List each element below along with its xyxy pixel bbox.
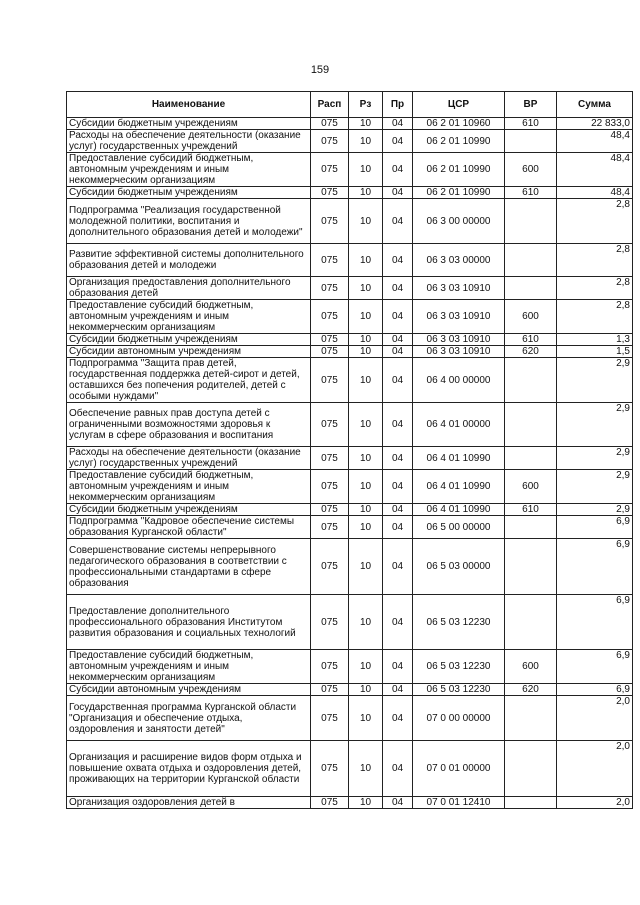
table-row — [67, 277, 633, 300]
header-name: Наименование — [67, 92, 311, 118]
cell-rz: 10 — [349, 244, 383, 277]
cell-vr — [505, 516, 557, 539]
table-row — [67, 118, 633, 130]
header-sum: Сумма — [557, 92, 633, 118]
cell-rasp: 075 — [311, 684, 349, 696]
cell-csr: 06 5 03 12230 — [413, 684, 505, 696]
table-row — [67, 153, 633, 187]
cell-csr: 07 0 00 00000 — [413, 696, 505, 741]
cell-csr: 06 5 03 12230 — [413, 650, 505, 684]
cell-vr: 600 — [505, 650, 557, 684]
table-row — [67, 516, 633, 539]
cell-pr: 04 — [383, 403, 413, 447]
cell-name: Предоставление субсидий бюджетным, автономным учреждениям и иным некоммерческим организациям — [67, 153, 311, 187]
table-row — [67, 539, 633, 595]
cell-vr: 610 — [505, 504, 557, 516]
cell-vr — [505, 696, 557, 741]
cell-csr: 06 2 01 10990 — [413, 153, 505, 187]
cell-csr: 06 3 03 10910 — [413, 300, 505, 334]
cell-rasp: 075 — [311, 358, 349, 403]
cell-rz: 10 — [349, 504, 383, 516]
table-row — [67, 199, 633, 244]
cell-csr: 06 4 01 10990 — [413, 447, 505, 470]
cell-csr: 06 2 01 10960 — [413, 118, 505, 130]
cell-pr: 04 — [383, 447, 413, 470]
cell-name: Предоставление дополнительного профессионального образования Институтом развития образования и социальных технологий — [67, 595, 311, 650]
cell-pr: 04 — [383, 334, 413, 346]
cell-vr — [505, 199, 557, 244]
cell-rasp: 075 — [311, 403, 349, 447]
cell-csr: 06 3 03 00000 — [413, 244, 505, 277]
cell-rz: 10 — [349, 447, 383, 470]
cell-csr: 07 0 01 00000 — [413, 741, 505, 797]
cell-rz: 10 — [349, 300, 383, 334]
table-row — [67, 334, 633, 346]
cell-sum: 2,0 — [557, 797, 633, 809]
cell-pr: 04 — [383, 696, 413, 741]
header-vr: ВР — [505, 92, 557, 118]
cell-name: Обеспечение равных прав доступа детей с ограниченными возможностями здоровья к услугам в сфере образования и воспитания — [67, 403, 311, 447]
cell-sum: 2,9 — [557, 403, 633, 447]
table-row — [67, 300, 633, 334]
table-row — [67, 447, 633, 470]
cell-sum: 2,0 — [557, 696, 633, 741]
cell-pr: 04 — [383, 516, 413, 539]
cell-name: Расходы на обеспечение деятельности (оказание услуг) государственных учреждений — [67, 447, 311, 470]
table-row — [67, 187, 633, 199]
cell-vr — [505, 277, 557, 300]
header-csr: ЦСР — [413, 92, 505, 118]
cell-name: Расходы на обеспечение деятельности (оказание услуг) государственных учреждений — [67, 130, 311, 153]
cell-name: Подпрограмма "Защита прав детей, государственная поддержка детей-сирот и детей, оставшихся без попечения родителей, детей с особыми нуждами" — [67, 358, 311, 403]
cell-rasp: 075 — [311, 300, 349, 334]
cell-vr — [505, 539, 557, 595]
cell-rasp: 075 — [311, 470, 349, 504]
table-row — [67, 797, 633, 809]
cell-pr: 04 — [383, 244, 413, 277]
cell-sum: 6,9 — [557, 539, 633, 595]
cell-rasp: 075 — [311, 504, 349, 516]
table-body — [67, 118, 633, 809]
cell-sum: 1,3 — [557, 334, 633, 346]
cell-rasp: 075 — [311, 199, 349, 244]
cell-csr: 06 3 03 10910 — [413, 346, 505, 358]
cell-rz: 10 — [349, 650, 383, 684]
cell-pr: 04 — [383, 539, 413, 595]
cell-vr — [505, 403, 557, 447]
cell-csr: 06 3 00 00000 — [413, 199, 505, 244]
cell-rz: 10 — [349, 696, 383, 741]
table-row — [67, 470, 633, 504]
cell-name: Организация оздоровления детей в — [67, 797, 311, 809]
cell-name: Субсидии автономным учреждениям — [67, 346, 311, 358]
cell-vr: 620 — [505, 346, 557, 358]
cell-sum: 2,9 — [557, 358, 633, 403]
header-rasp: Расп — [311, 92, 349, 118]
cell-pr: 04 — [383, 118, 413, 130]
cell-sum: 2,0 — [557, 741, 633, 797]
table-row — [67, 684, 633, 696]
cell-pr: 04 — [383, 346, 413, 358]
table-row — [67, 595, 633, 650]
cell-rasp: 075 — [311, 277, 349, 300]
cell-rasp: 075 — [311, 516, 349, 539]
cell-pr: 04 — [383, 130, 413, 153]
table-row — [67, 358, 633, 403]
cell-csr: 06 5 00 00000 — [413, 516, 505, 539]
page-number: 159 — [310, 64, 330, 76]
cell-name: Субсидии автономным учреждениям — [67, 684, 311, 696]
cell-rasp: 075 — [311, 696, 349, 741]
cell-vr: 610 — [505, 187, 557, 199]
cell-sum: 6,9 — [557, 650, 633, 684]
cell-name: Организация предоставления дополнительного образования детей — [67, 277, 311, 300]
cell-pr: 04 — [383, 504, 413, 516]
cell-vr — [505, 447, 557, 470]
cell-csr: 06 5 03 00000 — [413, 539, 505, 595]
table-row — [67, 130, 633, 153]
cell-pr: 04 — [383, 300, 413, 334]
cell-rz: 10 — [349, 684, 383, 696]
cell-pr: 04 — [383, 277, 413, 300]
cell-rz: 10 — [349, 516, 383, 539]
cell-rasp: 075 — [311, 346, 349, 358]
cell-name: Предоставление субсидий бюджетным, автономным учреждениям и иным некоммерческим организациям — [67, 300, 311, 334]
cell-rz: 10 — [349, 130, 383, 153]
cell-name: Государственная программа Курганской области "Организация и обеспечение отдыха, оздоровления и занятости детей" — [67, 696, 311, 741]
cell-rz: 10 — [349, 153, 383, 187]
cell-rz: 10 — [349, 334, 383, 346]
cell-vr — [505, 741, 557, 797]
cell-sum: 48,4 — [557, 187, 633, 199]
cell-rasp: 075 — [311, 539, 349, 595]
cell-sum: 6,9 — [557, 595, 633, 650]
cell-pr: 04 — [383, 199, 413, 244]
cell-csr: 06 3 03 10910 — [413, 277, 505, 300]
cell-rz: 10 — [349, 346, 383, 358]
cell-pr: 04 — [383, 470, 413, 504]
cell-name: Субсидии бюджетным учреждениям — [67, 334, 311, 346]
table-row — [67, 504, 633, 516]
cell-csr: 07 0 01 12410 — [413, 797, 505, 809]
cell-csr: 06 4 01 10990 — [413, 504, 505, 516]
cell-name: Подпрограмма "Кадровое обеспечение системы образования Курганской области" — [67, 516, 311, 539]
cell-csr: 06 5 03 12230 — [413, 595, 505, 650]
table-header-row — [67, 92, 633, 118]
cell-sum: 48,4 — [557, 153, 633, 187]
cell-vr: 610 — [505, 118, 557, 130]
cell-rasp: 075 — [311, 447, 349, 470]
table-row — [67, 346, 633, 358]
cell-rz: 10 — [349, 595, 383, 650]
cell-rasp: 075 — [311, 741, 349, 797]
table-row — [67, 403, 633, 447]
cell-sum: 2,8 — [557, 300, 633, 334]
cell-vr — [505, 358, 557, 403]
header-rz: Рз — [349, 92, 383, 118]
cell-sum: 22 833,0 — [557, 118, 633, 130]
cell-rasp: 075 — [311, 130, 349, 153]
cell-name: Субсидии бюджетным учреждениям — [67, 118, 311, 130]
cell-csr: 06 4 00 00000 — [413, 358, 505, 403]
table-row — [67, 741, 633, 797]
budget-table — [66, 91, 633, 809]
cell-rz: 10 — [349, 358, 383, 403]
cell-rasp: 075 — [311, 595, 349, 650]
cell-sum: 2,9 — [557, 447, 633, 470]
cell-rz: 10 — [349, 797, 383, 809]
cell-vr: 600 — [505, 153, 557, 187]
cell-pr: 04 — [383, 595, 413, 650]
cell-rz: 10 — [349, 470, 383, 504]
cell-sum: 1,5 — [557, 346, 633, 358]
cell-vr — [505, 797, 557, 809]
cell-csr: 06 2 01 10990 — [413, 187, 505, 199]
cell-rz: 10 — [349, 277, 383, 300]
cell-pr: 04 — [383, 187, 413, 199]
cell-pr: 04 — [383, 741, 413, 797]
cell-sum: 48,4 — [557, 130, 633, 153]
cell-rz: 10 — [349, 199, 383, 244]
cell-name: Предоставление субсидий бюджетным, автономным учреждениям и иным некоммерческим организациям — [67, 470, 311, 504]
cell-sum: 2,8 — [557, 277, 633, 300]
table-row — [67, 650, 633, 684]
cell-name: Подпрограмма "Реализация государственной молодежной политики, воспитания и дополнительного образования детей и молодежи" — [67, 199, 311, 244]
cell-pr: 04 — [383, 153, 413, 187]
cell-rz: 10 — [349, 539, 383, 595]
cell-rz: 10 — [349, 118, 383, 130]
cell-rasp: 075 — [311, 334, 349, 346]
cell-sum: 2,9 — [557, 470, 633, 504]
cell-vr: 620 — [505, 684, 557, 696]
cell-name: Субсидии бюджетным учреждениям — [67, 504, 311, 516]
cell-pr: 04 — [383, 650, 413, 684]
cell-csr: 06 3 03 10910 — [413, 334, 505, 346]
cell-vr: 610 — [505, 334, 557, 346]
cell-name: Предоставление субсидий бюджетным, автономным учреждениям и иным некоммерческим организациям — [67, 650, 311, 684]
cell-vr — [505, 595, 557, 650]
cell-rasp: 075 — [311, 153, 349, 187]
cell-name: Совершенствование системы непрерывного педагогического образования в соответствии с профессиональными стандартами в сфере образования — [67, 539, 311, 595]
cell-sum: 2,9 — [557, 504, 633, 516]
cell-name: Субсидии бюджетным учреждениям — [67, 187, 311, 199]
cell-rasp: 075 — [311, 118, 349, 130]
cell-vr — [505, 130, 557, 153]
cell-vr — [505, 244, 557, 277]
cell-csr: 06 2 01 10990 — [413, 130, 505, 153]
cell-rasp: 075 — [311, 797, 349, 809]
cell-rz: 10 — [349, 187, 383, 199]
cell-sum: 2,8 — [557, 244, 633, 277]
cell-rz: 10 — [349, 741, 383, 797]
cell-pr: 04 — [383, 684, 413, 696]
cell-name: Развитие эффективной системы дополнительного образования детей и молодежи — [67, 244, 311, 277]
cell-vr: 600 — [505, 300, 557, 334]
cell-rasp: 075 — [311, 244, 349, 277]
cell-pr: 04 — [383, 358, 413, 403]
cell-rasp: 075 — [311, 650, 349, 684]
cell-csr: 06 4 01 00000 — [413, 403, 505, 447]
cell-rz: 10 — [349, 403, 383, 447]
cell-vr: 600 — [505, 470, 557, 504]
cell-csr: 06 4 01 10990 — [413, 470, 505, 504]
cell-pr: 04 — [383, 797, 413, 809]
cell-sum: 6,9 — [557, 684, 633, 696]
cell-rasp: 075 — [311, 187, 349, 199]
cell-sum: 6,9 — [557, 516, 633, 539]
table-row — [67, 244, 633, 277]
table-row — [67, 696, 633, 741]
cell-name: Организация и расширение видов форм отдыха и повышение охвата отдыха и оздоровления детей, проживающих на территории Курганской области — [67, 741, 311, 797]
cell-sum: 2,8 — [557, 199, 633, 244]
header-pr: Пр — [383, 92, 413, 118]
